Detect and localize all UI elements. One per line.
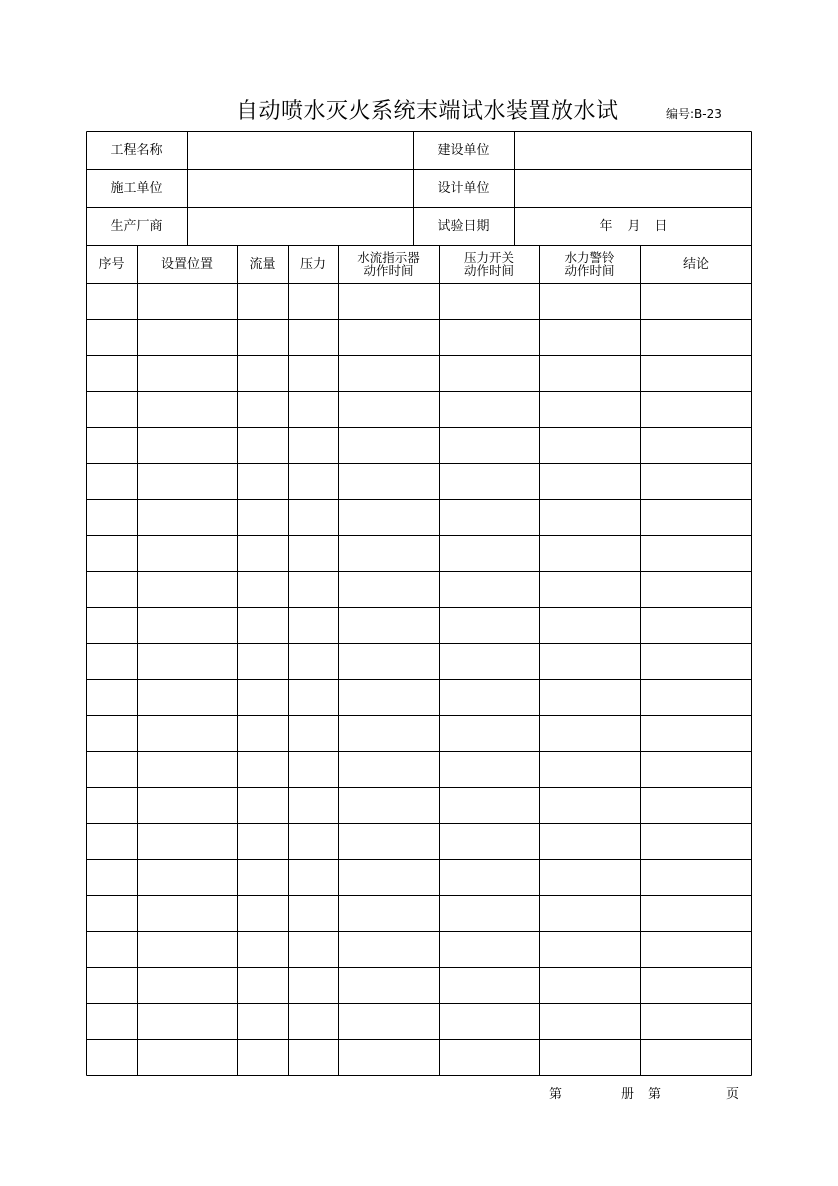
designer-value [514,169,752,207]
construction-value [187,169,413,207]
project-name-value [187,131,413,169]
designer-label: 设计单位 [437,180,490,196]
col-switch-header [439,245,539,283]
col-bell-header [539,245,640,283]
col-bell-line2: 动作时间 [564,263,615,278]
footer-ye: 页 [726,1087,740,1102]
col-bell-line1: 水力警铃 [564,250,615,265]
year-label: 年 [599,218,613,234]
builder-value [514,131,752,169]
col-flow-header: 流量 [249,256,276,272]
col-pressure-header: 压力 [299,256,326,272]
month-label: 月 [627,218,641,234]
builder-label: 建设单位 [437,142,490,158]
test-date-label: 试验日期 [437,218,490,234]
day-label: 日 [654,218,668,234]
form-code: 编号:B-23 [666,107,722,121]
project-name-label: 工程名称 [110,142,163,158]
col-location-header: 设置位置 [160,256,213,272]
footer-di2: 第 [648,1087,662,1102]
manufacturer-label: 生产厂商 [110,218,163,234]
col-indicator-header [338,245,439,283]
construction-label: 施工单位 [110,180,163,196]
col-indicator-line1: 水流指示器 [357,250,420,265]
footer-di1: 第 [549,1087,563,1102]
col-switch-line1: 压力开关 [463,250,514,265]
footer-ce: 册 [621,1087,635,1102]
col-seq-header: 序号 [98,256,125,272]
col-conclusion-header: 结论 [682,256,709,272]
form-title: 自动喷水灭火系统末端试水装置放水试 [236,99,619,124]
test-record-table [86,131,752,1076]
col-switch-line2: 动作时间 [463,263,514,278]
manufacturer-value [187,207,413,245]
col-indicator-line2: 动作时间 [363,263,414,278]
